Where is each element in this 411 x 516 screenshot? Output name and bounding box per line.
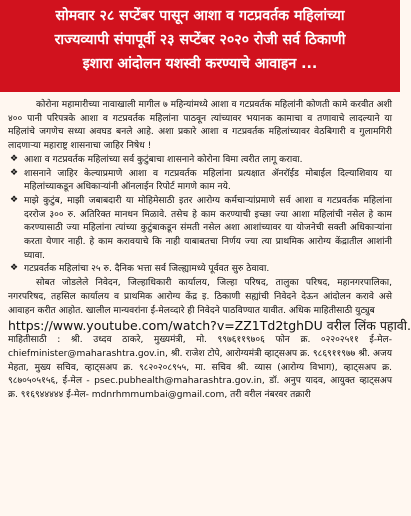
demand-text: माझे कुटुंब, माझी जबाबदारी या मोहिमेसाठी इतर आरोग्य कर्मचाऱ्यांप्रमाणे सर्व आशा व गटप्रवर्तक महिलांना दररोज ३०० रु. अतिरिक्त मानधन मिळावे. तसेच हे काम करण्याची इच्छा ज्या आशा महिलांची नसेल हे काम करण्यासाठी ज्या महिलांना त्यांच्या कुटुंबाकडून संमती नसेल अशा आशांच्यावर या योजनेची सक्ती अधिकाऱ्यांना करता येणार नाही. हे काम करावयाचे कि नाही याबाबतचा निर्णय ज्या त्या प्राथमिक आरोग्य केंद्रातील आशांनी घ्यावा. [24,195,392,261]
headline-banner [0,0,400,92]
demand-text: शासनाने जाहिर केल्याप्रमाणे आशा व गटप्रवर्तक महिलांना प्रत्यक्षात ॲनरॉईड मोबाईल दिल्याशिवाय या महिलांच्याकडून अधिकाऱ्यांनी ऑनलाईन रिपोर्ट मागणे काम नये. [24,168,392,193]
demands-list [8,154,392,277]
demand-text: आशा व गटप्रवर्तक महिलांच्या सर्व कुटुंबाचा शासनाने कोरोना विमा त्वरीत लागू करावा. [24,154,303,165]
video-link-suffix: वरील लिंक पहावी. [322,318,411,334]
headline-line-1: सोमवार २८ सप्टेंबर पासून आशा व गटप्रवर्तक महिलांच्या [55,8,345,24]
diamond-bullet-icon: ❖ [10,153,19,164]
youtube-link[interactable]: https://www.youtube.com/watch?v=ZZ1Td2tghDU [8,318,323,334]
demand-item [8,263,392,277]
demand-item [8,168,392,195]
diamond-bullet-icon: ❖ [10,263,19,274]
demand-item [8,154,392,168]
demand-text: गटप्रवर्तक महिलांचा २५ रु. दैनिक भत्ता सर्व जिल्ह्यामध्ये पूर्ववत सुरु ठेवावा. [24,264,270,275]
demand-item [8,195,392,264]
video-link-line [8,318,411,334]
diamond-bullet-icon: ❖ [10,167,19,178]
headline-line-3: इशारा आंदोलन यशस्वी करण्याचे आवाहन ... [82,56,318,72]
contacts-paragraph: माहितीसाठी : श्री. उध्दव ठाकरे, मुख्यमंत्री, मो. ९९७६११९७०६ फोन क्र. ०२२०२५११ ई-मेल- chiefminister@maharashtra.gov.in, श्री. राजेश टोपे, आरोग्यमंत्री व्हाट्सअप क्र. ९८६९११९७७ श्री. अजय मेहता, मुख्य सचिव, व्हाट्सअप क्र. ९८२०२०८९५५, मा. सचिव श्री. व्यास (आरोग्य विभाग), व्हाट्सअप क्र. ९८७०५०५१५६, ई-मेल - psec.pubhealth@maharashtra.gov.in, डॉ. अनुप यादव, आयुक्त व्हाट्सअप क्र. ९१६९४४४४४ ई-मेल- mdnrhmmumbai@gmail.com, तरी वरील नंबरवर तक्रारी [8,335,392,401]
notice-body [0,92,411,403]
diamond-bullet-icon: ❖ [10,194,19,205]
intro-paragraph: कोरोना महामारीच्या नावाखाली मागील ७ महिन्यांमध्ये आशा व गटप्रवर्तक महिलांनी कोणती कामे करवीत अशी ४०० पानी परिपत्रके आशा व गटप्रवर्तक महिलांना पाठवून त्यांच्यावर भयानक कामाचा व तणावाचे लादल्याने या महिलांचे जगणेच सध्या अवघड बनले आहे. अशा प्रकारे आशा व गटप्रवर्तक महिलांच्यावर वेठबिगारी व गुलामगिरी लादणाऱ्या महाराष्ट्र शासनाचा जाहिर निषेध ! [8,100,392,152]
closing-paragraph: सोबत जोडलेले निवेदन, जिल्हाधिकारी कार्यालय, जिल्हा परिषद, तालुका परिषद, महानगरपालिका, नगरपरिषद, तहसिल कार्यालय व प्राथमिक आरोग्य केंद्र इ. ठिकाणी सह्यांची निवेदने देऊन आंदोलन करावे असे आवाहन करीत आहोत. खालील मान्यवरांना ई-मेलव्दारे ही निवेदने पाठविण्यात यावीत. अधिक माहितीसाठी युट्युब [8,278,392,316]
headline-line-2: राज्यव्यापी संपापूर्वी २३ सप्टेंबर २०२० रोजी सर्व ठिकाणी [54,32,346,48]
